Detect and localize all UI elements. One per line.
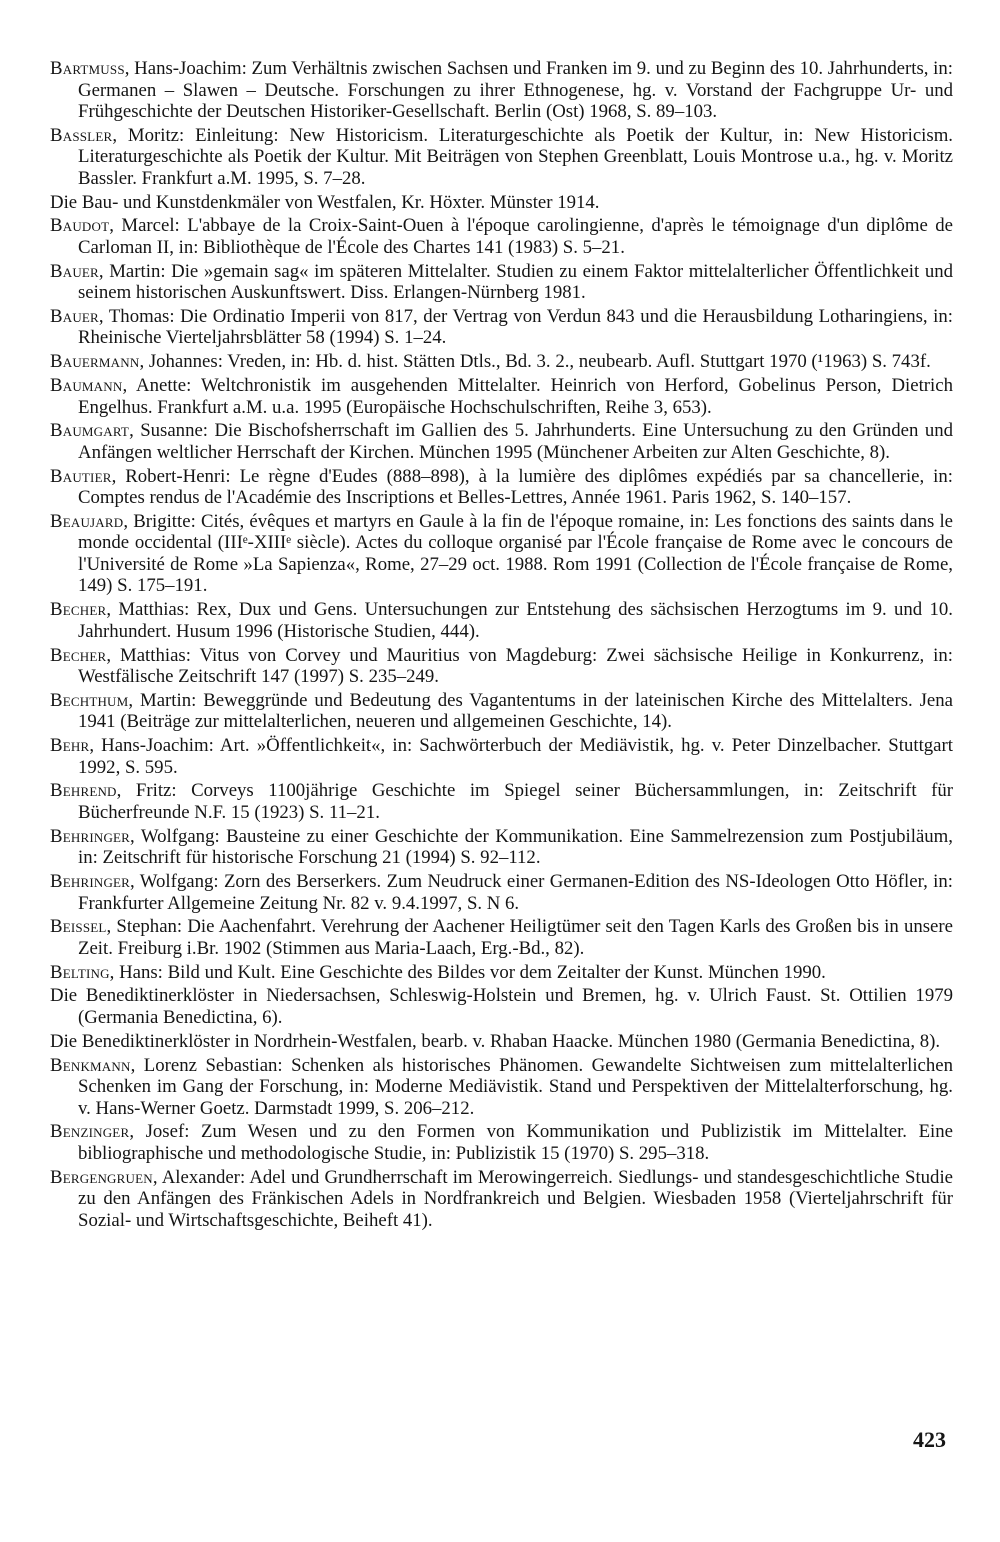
bibliography-entry	[50, 985, 953, 1028]
entry-text: , Fritz: Corveys 1100jährige Geschichte im Spiegel seiner Büchersammlungen, in: Zeitschrift für Bücherfreunde N.F. 15 (1923) S. 11–21.	[78, 780, 953, 823]
bibliography-entry	[50, 351, 953, 373]
entry-text: , Wolfgang: Zorn des Berserkers. Zum Neudruck einer Germanen-Edition des NS-Ideologen Otto Höfler, in: Frankfurter Allgemeine Zeitung Nr. 82 v. 9.4.1997, S. N 6.	[78, 871, 953, 914]
entry-author: Becher	[50, 644, 107, 666]
entry-text: , Hans-Joachim: Art. »Öffentlichkeit«, in: Sachwörterbuch der Mediävistik, hg. v. Peter Dinzelbacher. Stuttgart 1992, S. 595.	[78, 735, 953, 778]
entry-text: , Martin: Die »gemain sag« im späteren Mittelalter. Studien zu einem Faktor mittelalterlicher Öffentlichkeit und seinem historischen Auskunftswert. Diss. Erlangen-Nürnberg 1981.	[78, 260, 953, 304]
entry-text: , Alexander: Adel und Grundherrschaft im Merowingerreich. Siedlungs- und standesgeschichtliche Studie zu den Anfängen des Fränkischen Adels in Nordfrankreich und Belgien. Wiesbaden 1958 (Vierteljahrschrift für Sozial- und Wirtschaftsgeschichte, Beiheft 41).	[78, 1166, 953, 1231]
page-number: 423	[913, 1427, 946, 1452]
bibliography-entry	[50, 962, 953, 984]
bibliography-entry	[50, 192, 953, 214]
bibliography-entry	[50, 826, 953, 869]
entry-author: Belting	[50, 961, 110, 983]
bibliography-entry	[50, 916, 953, 959]
entry-text: , Johannes: Vreden, in: Hb. d. hist. Stätten Dtls., Bd. 3. 2., neubearb. Aufl. Stuttgart 1970 (¹1963) S. 743f.	[139, 351, 931, 373]
entry-author: Benzinger	[50, 1121, 130, 1143]
bibliography-list	[50, 58, 953, 1233]
entry-text: , Robert-Henri: Le règne d'Eudes (888–898), à la lumière des diplômes expédiés par sa chancellerie, in: Comptes rendus de l'Académie des Inscriptions et Belles-Lettres, Année 1961. Paris 1962, S. 140–157.	[78, 465, 953, 509]
bibliography-entry	[50, 466, 953, 509]
entry-author: Beissel	[50, 916, 107, 938]
entry-text: , Stephan: Die Aachenfahrt. Verehrung der Aachener Heiligtümer seit den Tagen Karls des Großen bis in unsere Zeit. Freiburg i.Br. 1902 (Stimmen aus Maria-Laach, Erg.-Bd., 82).	[78, 916, 953, 959]
bibliography-entry	[50, 420, 953, 463]
entry-text: , Wolfgang: Bausteine zu einer Geschichte der Kommunikation. Eine Sammelrezension zum Postjubiläum, in: Zeitschrift für historische Forschung 21 (1994) S. 92–112.	[78, 825, 953, 869]
entry-text: , Matthias: Vitus von Corvey und Mauritius von Magdeburg: Zwei sächsische Heilige in Konkurrenz, in: Westfälische Zeitschrift 147 (1997) S. 235–249.	[78, 644, 953, 688]
entry-text: , Martin: Beweggründe und Bedeutung des Vagantentums in der lateinischen Kirche des Mittelalters. Jena 1941 (Beiträge zur mittelalterlichen, neueren und allgemeinen Geschichte, 14).	[78, 689, 953, 733]
entry-author: Beaujard	[50, 510, 124, 532]
entry-text: , Marcel: L'abbaye de la Croix-Saint-Ouen à l'époque carolingienne, d'après le témoignage d'un diplôme de Carloman II, in: Bibliothèque de l'École des Chartes 141 (1983) S. 5–21.	[78, 215, 953, 258]
entry-text: , Moritz: Einleitung: New Historicism. Literaturgeschichte als Poetik der Kultur, in: New Historicism. Literaturgeschichte als Poetik der Kultur. Mit Beiträgen von Stephen Greenblatt, Louis Montrose u.a., hg. v. Moritz Bassler. Frankfurt a.M. 1995, S. 7–28.	[78, 124, 953, 189]
bibliography-entry	[50, 1121, 953, 1164]
bibliography-entry	[50, 58, 953, 123]
entry-author: Bassler	[50, 124, 113, 146]
entry-author: Bechthum	[50, 689, 129, 711]
entry-text: Die Benediktinerklöster in Nordrhein-Westfalen, bearb. v. Rhaban Haacke. München 1980 (Germania Benedictina, 8).	[50, 1030, 941, 1052]
entry-text: Die Benediktinerklöster in Niedersachsen, Schleswig-Holstein und Bremen, hg. v. Ulrich Faust. St. Ottilien 1979 (Germania Benedictina, 6).	[50, 985, 953, 1028]
entry-author: Bautier	[50, 465, 112, 487]
bibliography-entry	[50, 599, 953, 642]
bibliography-entry	[50, 1167, 953, 1232]
bibliography-entry	[50, 261, 953, 304]
entry-text: , Josef: Zum Wesen und zu den Formen von Kommunikation und Publizistik im Mittelalter. Eine bibliographische und methodologische Studie, in: Publizistik 15 (1970) S. 295–318.	[78, 1121, 953, 1164]
entry-text: , Thomas: Die Ordinatio Imperii von 817, der Vertrag von Verdun 843 und die Herausbildung Lotharingiens, in: Rheinische Vierteljahrsblätter 58 (1994) S. 1–24.	[78, 305, 953, 349]
bibliography-entry	[50, 1055, 953, 1120]
entry-author: Bauermann	[50, 351, 140, 373]
entry-text: , Anette: Weltchronistik im ausgehenden Mittelalter. Heinrich von Herford, Gobelinus Person, Dietrich Engelhus. Frankfurt a.M. u.a. 1995 (Europäische Hochschulschriften, Reihe 3, 653).	[78, 375, 953, 418]
entry-author: Behr	[50, 735, 90, 757]
entry-author: Behringer	[50, 825, 131, 847]
entry-author: Becher	[50, 599, 107, 621]
entry-author: Bartmuss	[50, 58, 125, 79]
entry-author: Baumann	[50, 375, 123, 397]
bibliography-entry	[50, 690, 953, 733]
entry-author: Benkmann	[50, 1054, 131, 1076]
entry-text: , Hans: Bild und Kult. Eine Geschichte des Bildes vor dem Zeitalter der Kunst. München 1990.	[109, 961, 826, 983]
bibliography-entry	[50, 511, 953, 597]
bibliography-entry	[50, 125, 953, 190]
entry-author: Behrend	[50, 780, 117, 802]
entry-author: Bauer	[50, 260, 99, 282]
bibliography-entry	[50, 780, 953, 823]
entry-author: Behringer	[50, 871, 131, 893]
entry-author: Baumgart	[50, 420, 130, 442]
entry-text: , Susanne: Die Bischofsherrschaft im Gallien des 5. Jahrhunderts. Eine Untersuchung zu den Gründen und Anfängen weltlicher Herrschaft der Kirchen. München 1995 (Münchener Arbeiten zur Alten Geschichte, 8).	[78, 420, 953, 463]
entry-text: , Matthias: Rex, Dux und Gens. Untersuchungen zur Entstehung des sächsischen Herzogtums im 9. und 10. Jahrhundert. Husum 1996 (Historische Studien, 444).	[78, 599, 953, 642]
entry-author: Bergengruen	[50, 1166, 153, 1188]
bibliography-entry	[50, 871, 953, 914]
entry-text: Die Bau- und Kunstdenkmäler von Westfalen, Kr. Höxter. Münster 1914.	[50, 191, 600, 213]
bibliography-entry	[50, 215, 953, 258]
entry-text: , Brigitte: Cités, évêques et martyrs en Gaule à la fin de l'époque romaine, in: Les fonctions des saints dans le monde occidental (IIIᵉ-XIIIᵉ siècle). Actes du colloque organisé par l'École française de Rome avec le concours de l'Université de Rome »La Sapienza«, Rome, 27–29 oct. 1988. Rom 1991 (Collection de l'École française de Rome, 149) S. 175–191.	[78, 510, 953, 597]
bibliography-entry	[50, 375, 953, 418]
bibliography-entry	[50, 735, 953, 778]
bibliography-entry	[50, 645, 953, 688]
entry-author: Baudot	[50, 215, 110, 237]
entry-author: Bauer	[50, 305, 99, 327]
entry-text: , Hans-Joachim: Zum Verhältnis zwischen Sachsen und Franken im 9. und zu Beginn des 10. Jahrhunderts, in: Germanen – Slawen – Deutsche. Forschungen zu ihrer Ethnogenese, hg. v. Vorstand der Fachgruppe Ur- und Frühgeschichte der Deutschen Historiker-Gesellschaft. Berlin (Ost) 1968, S. 89–103.	[78, 58, 953, 122]
bibliography-entry	[50, 306, 953, 349]
entry-text: , Lorenz Sebastian: Schenken als historisches Phänomen. Gewandelte Sichtweisen zum mittelalterlichen Schenken im Gang der Forschung, in: Moderne Mediävistik. Stand und Perspektiven der Mittelalterforschung, hg. v. Hans-Werner Goetz. Darmstadt 1999, S. 206–212.	[78, 1054, 953, 1119]
bibliography-entry	[50, 1031, 953, 1053]
